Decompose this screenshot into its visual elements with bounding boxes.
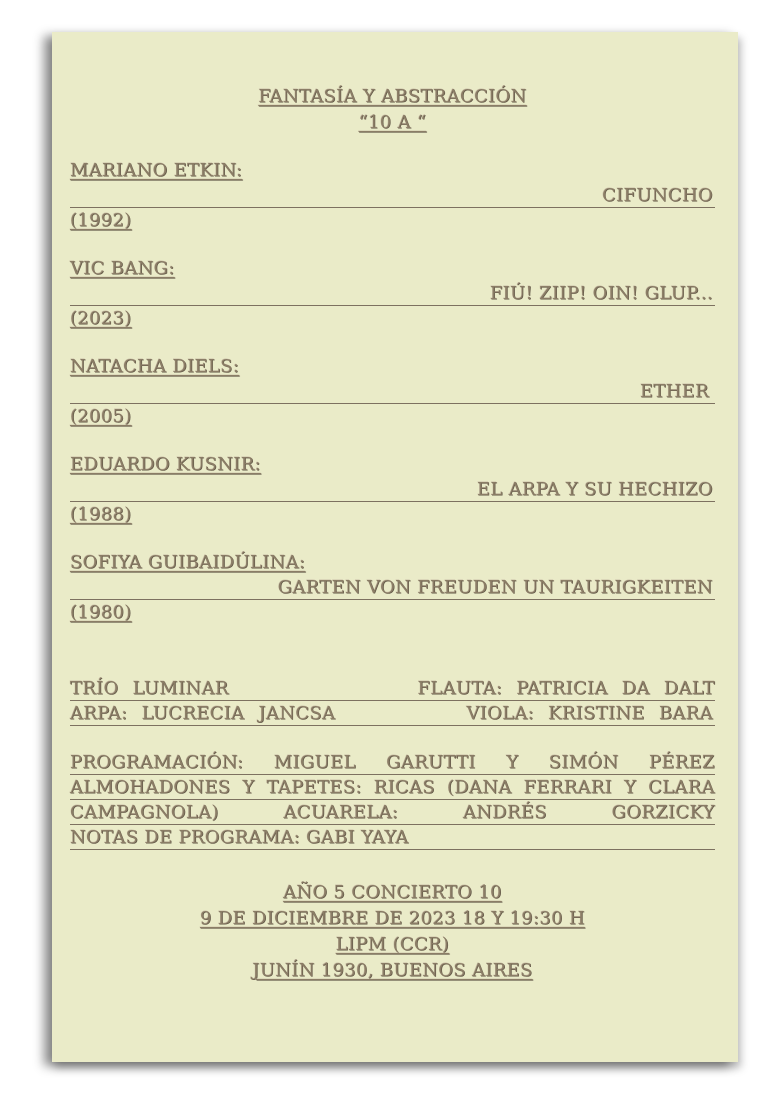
- composer-name: EDUARDO KUSNIR:: [70, 454, 261, 475]
- concert-venue: LIPM (CCR): [335, 934, 450, 955]
- concert-title: FANTASÍA Y ABSTRACCIÓN: [258, 86, 527, 107]
- ensemble-block: [70, 678, 715, 726]
- concert-date: 9 DE DICIEMBRE DE 2023 18 Y 19:30 H: [200, 908, 585, 929]
- program-piece: [70, 158, 715, 234]
- harp-player: ARPA: LUCRECIA JANCSA: [70, 703, 336, 724]
- work-title: EL ARPA Y SU HECHIZO: [70, 478, 715, 502]
- program-header: [70, 84, 715, 136]
- work-year: (1980): [70, 602, 132, 623]
- credits-programming: PROGRAMACIÓN: MIGUEL GARUTTI Y SIMÓN PÉREZ: [70, 752, 715, 773]
- work-title: CIFUNCHO: [70, 184, 715, 208]
- work-title: FIÚ! ZIIP! OIN! GLUP...: [70, 282, 715, 306]
- work-year: (2005): [70, 406, 132, 427]
- composer-name: VIC BANG:: [70, 258, 175, 279]
- season-info: AÑO 5 CONCIERTO 10: [283, 882, 502, 903]
- work-year: (2023): [70, 308, 132, 329]
- work-year: (1988): [70, 504, 132, 525]
- composer-name: MARIANO ETKIN:: [70, 160, 243, 181]
- viola-player: VIOLA: KRISTINE BARA: [466, 703, 713, 724]
- program-piece: [70, 256, 715, 332]
- credits-decor-watercolor: CAMPAGNOLA) ACUARELA: ANDRÉS GORZICKY: [70, 802, 715, 823]
- program-piece: [70, 452, 715, 528]
- credits-notes: NOTAS DE PROGRAMA: GABI YAYA: [70, 827, 715, 850]
- work-title: GARTEN VON FREUDEN UN TAURIGKEITEN: [70, 576, 715, 600]
- flute-player: FLAUTA: PATRICIA DA DALT: [417, 678, 715, 699]
- concert-subtitle: “10 A “: [358, 112, 427, 133]
- program-piece: [70, 550, 715, 626]
- concert-footer: [70, 880, 715, 984]
- credits-block: [70, 752, 715, 850]
- venue-address: JUNÍN 1930, BUENOS AIRES: [252, 960, 533, 981]
- composer-name: NATACHA DIELS:: [70, 356, 240, 377]
- work-title: ETHER: [70, 380, 715, 404]
- program-page: [52, 32, 738, 1062]
- program-piece: [70, 354, 715, 430]
- ensemble-name: TRÍO LUMINAR: [70, 678, 229, 699]
- credits-decor: ALMOHADONES Y TAPETES: RICAS (DANA FERRARI Y CLARA: [70, 777, 715, 798]
- work-year: (1992): [70, 210, 132, 231]
- composer-name: SOFIYA GUIBAIDÚLINA:: [70, 552, 306, 573]
- program-content: [70, 84, 715, 984]
